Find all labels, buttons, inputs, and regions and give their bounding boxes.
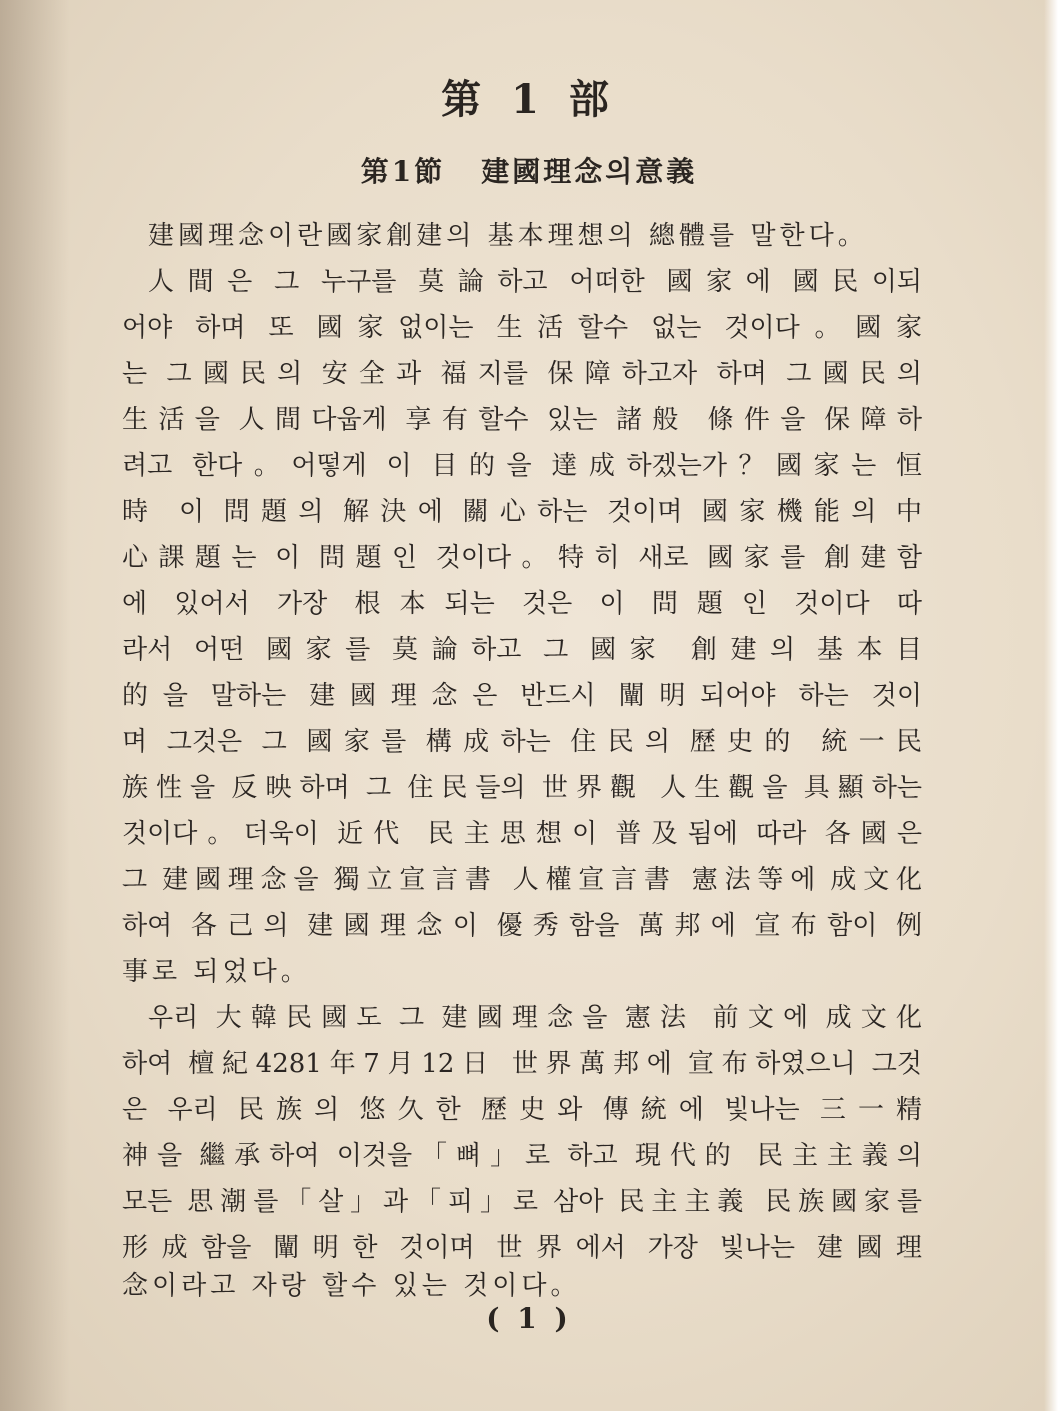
text-line: 事로 되었다。 bbox=[122, 957, 311, 987]
section-number: 第1節 bbox=[360, 155, 446, 188]
text-line: 는 그國民의 安全과 福지를 保障하고자 하며 그國民의 bbox=[122, 359, 922, 389]
text-line: 며 그것은 그 國家를 構成하는 住民의 歷史的 統一民 bbox=[122, 727, 922, 757]
section-title: 建國理念의意義 bbox=[481, 155, 698, 188]
text-line: 神을 繼承하여 이것을「뼈」로 하고 現代的 民主主義의 bbox=[122, 1141, 922, 1171]
text-line: 려고 한다。어떻게 이 目的을 達成하겠는가？國家는 恒 bbox=[122, 451, 922, 481]
text-line: 的을 말하는 建國理念은 반드시 闡明되어야 하는 것이 bbox=[122, 681, 922, 711]
text-line: 모든 思潮를「살」과「피」로 삼아 民主主義 民族國家를 bbox=[122, 1187, 922, 1217]
page-edge bbox=[1044, 0, 1058, 1411]
text-line: 生活을 人間다웁게 享有할수 있는 諸般 條件을 保障하 bbox=[122, 405, 922, 435]
text-line: 어야 하며 또 國家없이는 生活할수 없는 것이다。國家 bbox=[122, 313, 922, 343]
text-line: 人間은 그 누구를 莫論하고 어떠한 國家에 國民이되 bbox=[148, 267, 922, 297]
text-line: 念이라고 자랑 할수 있는 것이다。 bbox=[122, 1271, 581, 1301]
text-line: 心課題는 이 問題인 것이다。特히 새로 國家를 創建함 bbox=[122, 543, 922, 573]
text-line: 時 이 問題의 解決에 關心하는 것이며 國家機能의 中 bbox=[122, 497, 922, 527]
text-line: 建國理念이란國家創建의 基本理想의 總體를 말한다。 bbox=[148, 221, 868, 251]
part-title: 第 1 部 bbox=[441, 76, 617, 123]
text-line: 라서 어떤 國家를 莫論하고 그 國家 創建의 基本目 bbox=[122, 635, 922, 665]
text-line: 族性을 反映하며 그 住民들의 世界觀 人生觀을 具顯하는 bbox=[122, 773, 922, 803]
text-line: 하여 檀紀4281年7月12日 世界萬邦에 宣布하였으니 그것 bbox=[122, 1049, 922, 1079]
text-line: 에 있어서 가장 根本되는 것은 이 問題인 것이다 따 bbox=[122, 589, 922, 619]
section-heading bbox=[0, 150, 1058, 190]
text-line: 그 建國理念을 獨立宣言書 人權宣言書 憲法等에 成文化 bbox=[122, 865, 922, 895]
text-line: 하여 各己의 建國理念이 優秀함을 萬邦에 宣布함이 例 bbox=[122, 911, 922, 941]
text-line: 은 우리 民族의 悠久한 歷史와 傳統에 빛나는 三一精 bbox=[122, 1095, 922, 1125]
text-line: 우리 大韓民國도 그 建國理念을 憲法 前文에 成文化 bbox=[148, 1003, 922, 1033]
text-line: 것이다。더욱이 近代 民主思想이 普及됨에 따라 各國은 bbox=[122, 819, 922, 849]
page-number: ( 1 ) bbox=[486, 1302, 572, 1335]
text-line: 形成함을 闡明한 것이며 世界에서 가장 빛나는 建國理 bbox=[122, 1233, 922, 1263]
spine-shadow bbox=[0, 0, 70, 1411]
